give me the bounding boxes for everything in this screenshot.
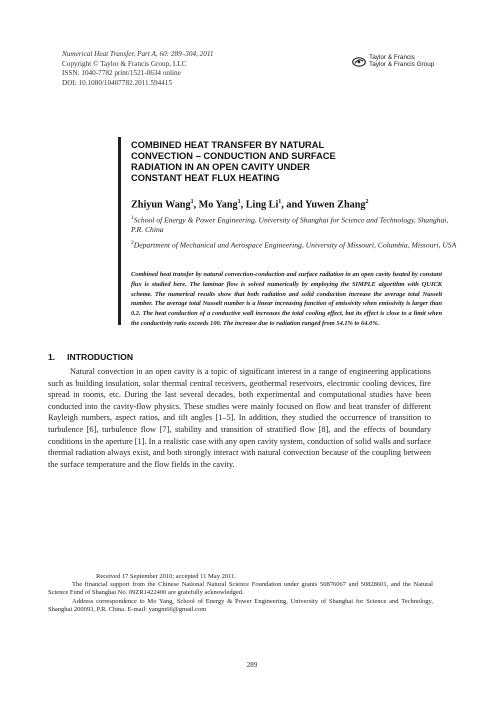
author-list: [131, 199, 368, 210]
journal-name-line: Numerical Heat Transfer, Part A, 60: 289–304, 2011: [62, 50, 214, 58]
abstract: Combined heat transfer by natural convection-conduction and surface radiation in an open cavity heated by constant flux is studied here. The laminar flow is solved numerically by employing the SIMPLE algorithm with QUICK scheme. The numerical results show that both radiation and solid conduction increase the average total Nusselt number. The average total Nusselt number is a linear increasing function of emissivity when emissivity is larger than 0.2. The heat conduction of a conductive wall increases the total cooling effect, but its effect is close to a limit when the conductivity ratio exceeds 100. The increase due to radiation ranged from 54.1% to 64.0%.: [131, 271, 442, 327]
author-affiliation-mark: 2: [365, 199, 369, 205]
affiliation-number: 2: [131, 240, 134, 246]
title-rule: [118, 137, 121, 325]
author-separator: ,: [240, 199, 246, 211]
affiliation-text: Department of Mechanical and Aerospace Engineering, University of Missouri, Columbia, Missouri, USA: [133, 240, 457, 250]
doi-line: DOI: 10.1080/10407782.2011.594415: [62, 78, 172, 87]
author-name: Yuwen Zhang: [304, 199, 366, 211]
publisher-name: Taylor & Francis: [369, 54, 415, 62]
section-title: INTRODUCTION: [67, 352, 134, 362]
section-number: 1.: [48, 352, 56, 362]
publisher-logo: [352, 54, 452, 70]
author-separator: , and: [281, 199, 305, 211]
funding-note: The financial support from the Chinese National Natural Science Foundation under grants 50876067 and 50828601, and the Natural Science Fund of Shanghai No. 09ZR1422400 are gratefully acknowledged.: [48, 581, 433, 597]
received-note: Received 17 September 2010; accepted 11 May 2011.: [96, 573, 236, 580]
author-name: Ling Li: [245, 199, 279, 211]
affiliation-text: School of Energy & Power Engineering, University of Shanghai for Science and Technology, Shanghai, P.R. China: [131, 215, 449, 235]
introduction-paragraph: Natural convection in an open cavity is a topic of significant interest in a range of engineering applications such as building insulation, solar thermal central receivers, geothermal reservoirs, electronic cooling devices, fire spread in rooms, etc. During the last several decades, both experimental and computational studies have been conducted into the cavity-flow physics. These studies were mainly focused on flow and heat transfer of different Rayleigh numbers, aspect ratios, and tilt angles [1–5]. In addition, they studied the occurrence of transition to turbulence [6], turbulence flow [7], stability and transition of stratified flow [8], and the effects of boundary conditions in the aperture [1]. In a realistic case with any open cavity system, conduction of solid walls and surface thermal radiation always exist, and both strongly interact with natural convection because of the coupling between the surface temperature and the flow fields in the cavity.: [48, 367, 431, 469]
affiliation: [131, 239, 461, 250]
author-name: Zhiyun Wang: [131, 199, 191, 211]
article-title: COMBINED HEAT TRANSFER BY NATURAL CONVECTION – CONDUCTION AND SURFACE RADIATION IN AN OPEN CAVITY UNDER CONSTANT HEAT FLUX HEATING: [131, 140, 336, 183]
footnote: [48, 573, 433, 614]
author-affiliation-mark: 1: [190, 199, 194, 205]
affiliation: [131, 214, 461, 235]
page-number: 289: [246, 661, 258, 669]
author-name: Mo Yang: [198, 199, 238, 211]
publisher-logo-icon: [352, 55, 366, 69]
publisher-group: Taylor & Francis Group: [369, 61, 435, 68]
author-affiliation-mark: 1: [278, 199, 282, 205]
affiliation-number: 1: [131, 215, 134, 221]
author-separator: ,: [193, 199, 199, 211]
journal-citation: [62, 50, 213, 88]
correspondence-note: Address correspondence to Mo Yang, School of Energy & Power Engineering, University of Shanghai for Science and Technology, Shanghai 200093, P.R. China. E-mail: yangm66@gmail.com: [48, 597, 433, 613]
section-heading: [48, 352, 133, 362]
copyright-line: Copyright © Taylor & Francis Group, LLC: [62, 59, 187, 68]
author-affiliation-mark: 1: [237, 199, 241, 205]
issn-line: ISSN: 1040-7782 print/1521-0634 online: [62, 69, 181, 78]
